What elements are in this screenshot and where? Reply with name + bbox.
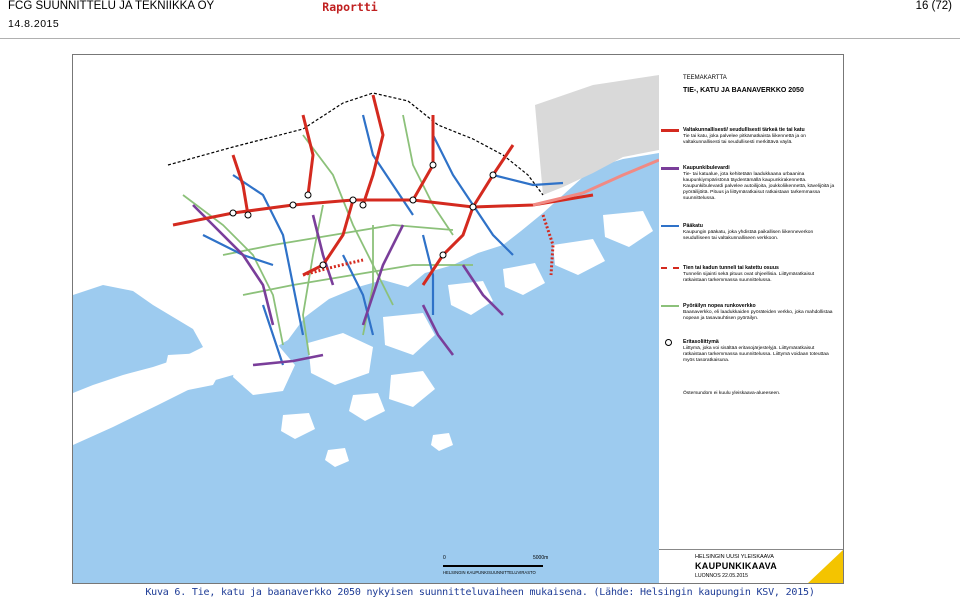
header-divider <box>0 38 960 39</box>
legend-theme-label: TEEMAKARTTA <box>683 75 727 81</box>
legend-item-boulevard <box>683 165 839 202</box>
legend-heading: Eritasoliittymä <box>683 339 719 345</box>
scale-bar <box>443 555 553 577</box>
title-block-line3: LUONNOS 22.05.2015 <box>695 573 749 579</box>
scale-zero: 0 <box>443 555 446 561</box>
scale-agency: HELSINGIN KAUPUNKISUUNNITTELUVIRASTO <box>443 570 536 575</box>
legend-item-interchange <box>683 339 839 364</box>
legend-text: Tunnelin sijainti sekä pituus ovat ohjeellisia. Liittymäratkaisut ratkaistaan tarkemmassa suunnittelussa. <box>683 272 815 283</box>
scale-line <box>443 565 543 567</box>
organization-name: FCG SUUNNITTELU JA TEKNIIKKA OY <box>8 0 215 12</box>
scale-end: 5000m <box>533 555 549 561</box>
legend-item-cycling <box>683 303 839 322</box>
theme-map <box>72 54 844 584</box>
legend-item-national-road <box>683 127 839 146</box>
report-label: Raportti <box>322 0 378 14</box>
legend-title: TIE-, KATU JA BAANAVERKKO 2050 <box>683 87 804 94</box>
figure-caption: Kuva 6. Tie, katu ja baanaverkko 2050 nykyisen suunnitteluvaiheen mukaisena. (Lähde: Helsingin kaupungin KSV, 2015) <box>145 587 815 598</box>
legend-swatch-tunnel <box>661 267 679 269</box>
title-block-yellow-triangle <box>807 550 843 584</box>
legend-text: Kaupungin pääkatu, joka yhdistää paikallisen liikenneverkon seudulliseen tai valtakunnalliseen verkkoon. <box>683 230 814 241</box>
legend-heading: Pyöräilyn nopea runkoverkko <box>683 303 756 309</box>
legend-item-tunnel <box>683 265 839 284</box>
legend-text: Liittymä, joka voi sisältää eritasojärjestelyjä. Liittymäratkaisut ratkaistaan tarkemmassa suunnittelussa. Liittymä voidaan toteuttaa myös tasoratkaisuna. <box>683 346 829 363</box>
legend-text: Baanaverkko, eli laadukkaiden pyöräteiden verkko, joka mahdollistaa nopean ja tasavauhtisen pyöräilyn. <box>683 310 833 321</box>
title-block-line1: HELSINGIN UUSI YLEISKAAVA <box>695 554 774 560</box>
legend-text: Tie tai katu, joka palvelee pitkämatkaista liikennettä ja on valtakunnallisesti tai seudullisesti merkittävä väylä. <box>683 134 806 145</box>
legend-swatch-interchange <box>665 339 672 346</box>
title-block-line2: KAUPUNKIKAAVA <box>695 561 778 571</box>
legend-heading: Valtakunnallisesti/ seudullisesti tärkeä tie tai katu <box>683 127 805 133</box>
legend-heading: Pääkatu <box>683 223 703 229</box>
legend-swatch-blue <box>661 225 679 227</box>
legend-swatch-purple <box>661 167 679 170</box>
legend-swatch-green <box>661 305 679 307</box>
legend-heading: Kaupunkibulevardi <box>683 165 730 171</box>
map-canvas <box>73 55 659 583</box>
legend-text: Tie- tai katualue, jota kehitetään laadukkaana urbaanina kaupunkiympäristönä täydentämällä kaupunkirakennetta. Kaupunkibulevardi palvelee autoilijoita, joukkoliikennettä, kävelijöitä ja pyöräilijöitä. Pituus ja liittymäratkaisut ratkaistaan tarkemmassa suunnittelussa. <box>683 172 835 201</box>
legend-note: Östersundom ei kuulu yleiskaava-alueeseen. <box>683 391 781 396</box>
page-header <box>0 0 960 40</box>
legend-item-main-street <box>683 223 839 242</box>
legend-swatch-red <box>661 129 679 132</box>
legend-heading: Tien tai kadun tunneli tai katettu osuus <box>683 265 779 271</box>
title-block <box>659 549 843 584</box>
map-legend <box>659 55 843 583</box>
page-number: 16 (72) <box>915 0 952 12</box>
document-date: 14.8.2015 <box>8 18 60 30</box>
